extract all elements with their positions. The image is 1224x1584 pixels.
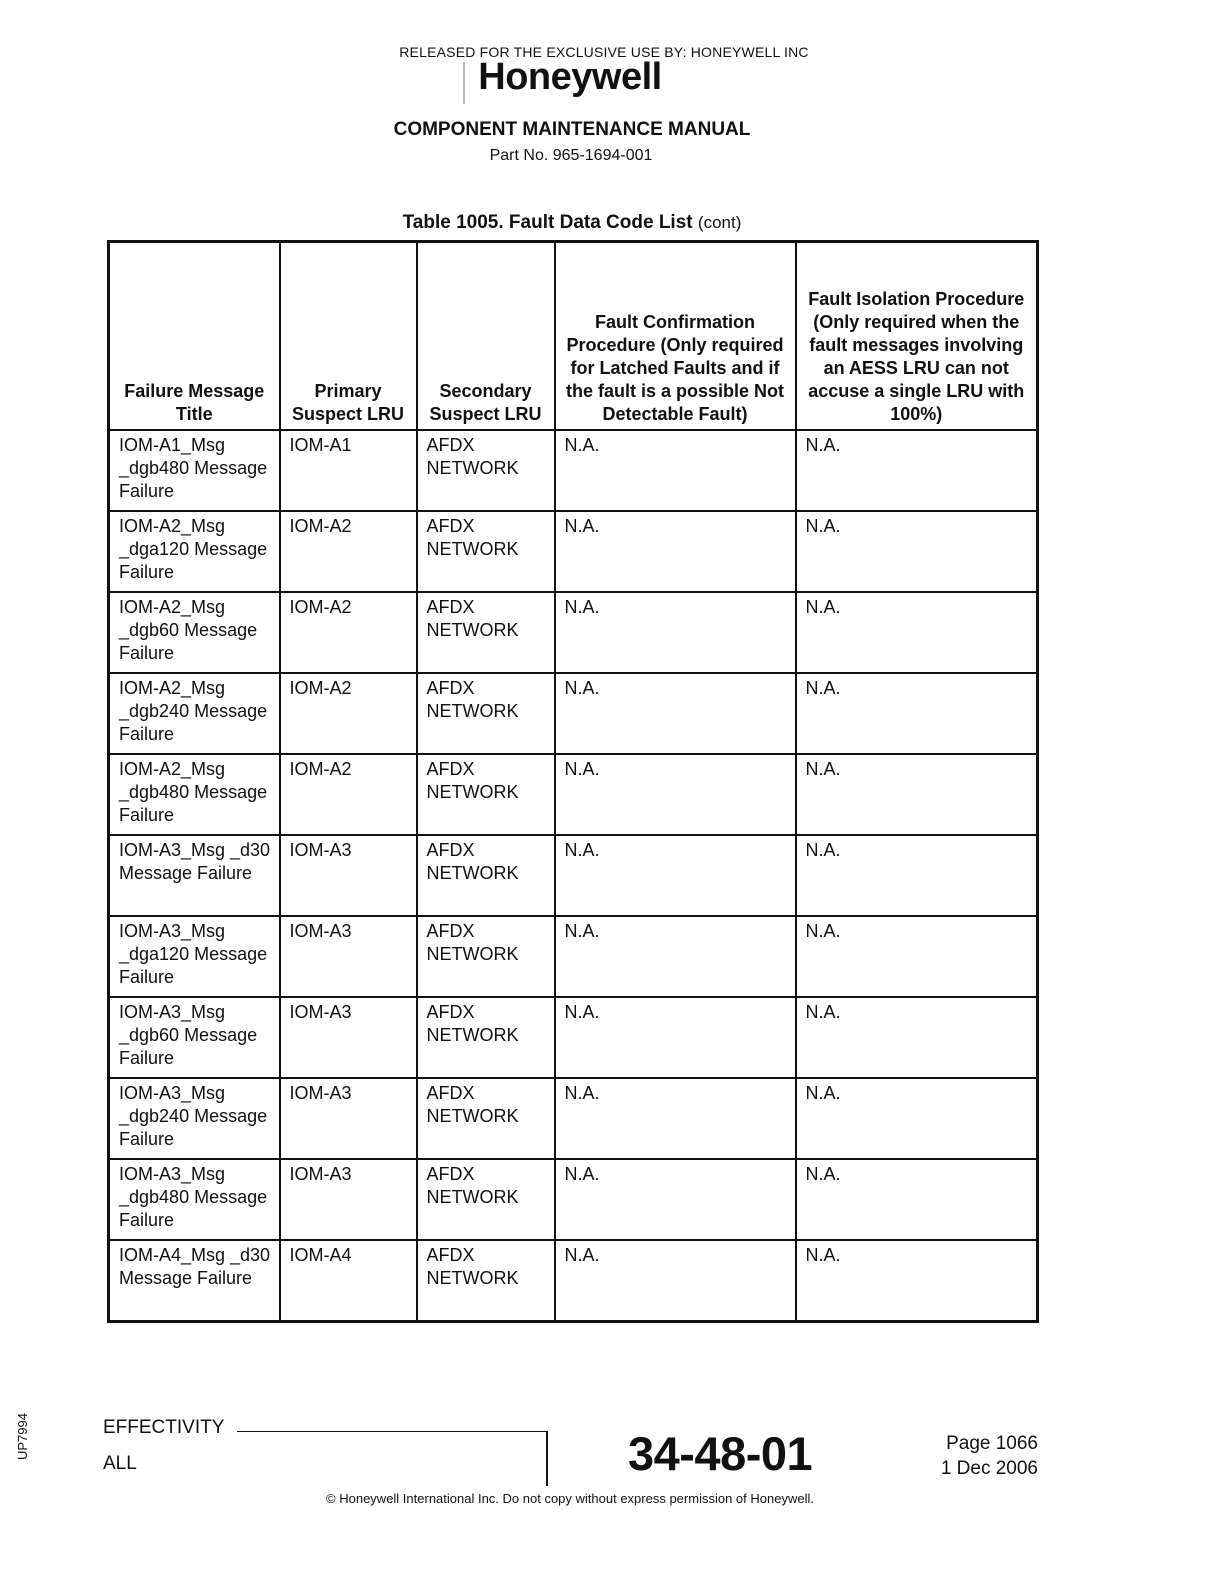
secondary-suspect-lru-cell: AFDX NETWORK: [417, 835, 555, 916]
part-number: Part No. 965-1694-001: [489, 147, 653, 164]
secondary-suspect-lru-cell: AFDX NETWORK: [417, 916, 555, 997]
table-row: [109, 511, 1038, 592]
primary-suspect-lru-cell: IOM-A3: [280, 916, 417, 997]
fault-isolation-cell: N.A.: [796, 997, 1038, 1078]
effectivity-label: EFFECTIVITY: [103, 1417, 225, 1438]
fault-confirmation-cell: N.A.: [555, 916, 796, 997]
table-row: [109, 1159, 1038, 1240]
column-header-secondary-suspect-lru: Secondary Suspect LRU: [417, 242, 555, 431]
fault-isolation-cell: N.A.: [796, 1240, 1038, 1322]
primary-suspect-lru-cell: IOM-A2: [280, 592, 417, 673]
fault-confirmation-cell: N.A.: [555, 673, 796, 754]
fault-confirmation-cell: N.A.: [555, 1240, 796, 1322]
failure-message-title-cell: IOM-A2_Msg _dgb240 Message Failure: [109, 673, 280, 754]
primary-suspect-lru-cell: IOM-A3: [280, 1159, 417, 1240]
table-row: [109, 916, 1038, 997]
side-document-code: UP7994: [15, 1413, 30, 1460]
fault-confirmation-cell: N.A.: [555, 754, 796, 835]
secondary-suspect-lru-cell: AFDX NETWORK: [417, 1240, 555, 1322]
column-header-fault-confirmation-procedure: Fault Confirmation Procedure (Only required for Latched Faults and if the fault is a possible Not Detectable Fault): [555, 242, 796, 431]
table-row: [109, 997, 1038, 1078]
fault-isolation-cell: N.A.: [796, 592, 1038, 673]
primary-suspect-lru-cell: IOM-A4: [280, 1240, 417, 1322]
fault-data-code-table: [107, 240, 1039, 1323]
primary-suspect-lru-cell: IOM-A2: [280, 673, 417, 754]
fault-isolation-cell: N.A.: [796, 835, 1038, 916]
fault-isolation-cell: N.A.: [796, 1159, 1038, 1240]
secondary-suspect-lru-cell: AFDX NETWORK: [417, 1078, 555, 1159]
failure-message-title-cell: IOM-A3_Msg _dgb240 Message Failure: [109, 1078, 280, 1159]
section-number: 34-48-01: [628, 1427, 813, 1480]
table-row: [109, 430, 1038, 511]
secondary-suspect-lru-cell: AFDX NETWORK: [417, 1159, 555, 1240]
fault-confirmation-cell: N.A.: [555, 430, 796, 511]
fault-isolation-cell: N.A.: [796, 754, 1038, 835]
table-row: [109, 754, 1038, 835]
fault-isolation-cell: N.A.: [796, 1078, 1038, 1159]
release-notice: RELEASED FOR THE EXCLUSIVE USE BY: HONEYWELL INC: [399, 44, 809, 60]
primary-suspect-lru-cell: IOM-A2: [280, 754, 417, 835]
secondary-suspect-lru-cell: AFDX NETWORK: [417, 430, 555, 511]
primary-suspect-lru-cell: IOM-A3: [280, 1078, 417, 1159]
column-header-fault-isolation-procedure: Fault Isolation Procedure (Only required when the fault messages involving an AESS LRU can not accuse a single LRU with 100%): [796, 242, 1038, 431]
table-row: [109, 835, 1038, 916]
table-caption: [0, 212, 1144, 234]
column-header-failure-message-title: Failure Message Title: [109, 242, 280, 431]
failure-message-title-cell: IOM-A4_Msg _d30 Message Failure: [109, 1240, 280, 1322]
primary-suspect-lru-cell: IOM-A3: [280, 997, 417, 1078]
primary-suspect-lru-cell: IOM-A3: [280, 835, 417, 916]
fault-confirmation-cell: N.A.: [555, 1159, 796, 1240]
column-header-primary-suspect-lru: Primary Suspect LRU: [280, 242, 417, 431]
failure-message-title-cell: IOM-A1_Msg _dgb480 Message Failure: [109, 430, 280, 511]
primary-suspect-lru-cell: IOM-A2: [280, 511, 417, 592]
failure-message-title-cell: IOM-A3_Msg _dgb60 Message Failure: [109, 997, 280, 1078]
table-row: [109, 592, 1038, 673]
failure-message-title-cell: IOM-A3_Msg _dga120 Message Failure: [109, 916, 280, 997]
secondary-suspect-lru-cell: AFDX NETWORK: [417, 592, 555, 673]
secondary-suspect-lru-cell: AFDX NETWORK: [417, 997, 555, 1078]
fault-confirmation-cell: N.A.: [555, 835, 796, 916]
table-header-row: [109, 242, 1038, 431]
effectivity-value: ALL: [103, 1453, 137, 1474]
table-row: [109, 1078, 1038, 1159]
failure-message-title-cell: IOM-A3_Msg _d30 Message Failure: [109, 835, 280, 916]
fault-isolation-cell: N.A.: [796, 673, 1038, 754]
fault-confirmation-cell: N.A.: [555, 592, 796, 673]
secondary-suspect-lru-cell: AFDX NETWORK: [417, 511, 555, 592]
copyright-notice: © Honeywell International Inc. Do not copy without express permission of Honeywell.: [326, 1491, 814, 1506]
honeywell-logo: Honeywell: [478, 56, 662, 98]
fault-isolation-cell: N.A.: [796, 511, 1038, 592]
fault-confirmation-cell: N.A.: [555, 511, 796, 592]
secondary-suspect-lru-cell: AFDX NETWORK: [417, 754, 555, 835]
table-row: [109, 673, 1038, 754]
fault-confirmation-cell: N.A.: [555, 997, 796, 1078]
revision-date: 1 Dec 2006: [940, 1458, 1038, 1479]
effectivity-rule: [237, 1431, 547, 1432]
effectivity-box-edge: [546, 1431, 548, 1486]
table-row: [109, 1240, 1038, 1322]
table-body: [109, 430, 1038, 1322]
page-info: [900, 1431, 1038, 1481]
page-number: Page 1066: [946, 1433, 1038, 1454]
manual-title: COMPONENT MAINTENANCE MANUAL: [393, 119, 751, 140]
failure-message-title-cell: IOM-A2_Msg _dga120 Message Failure: [109, 511, 280, 592]
fault-isolation-cell: N.A.: [796, 916, 1038, 997]
failure-message-title-cell: IOM-A2_Msg _dgb60 Message Failure: [109, 592, 280, 673]
failure-message-title-cell: IOM-A3_Msg _dgb480 Message Failure: [109, 1159, 280, 1240]
failure-message-title-cell: IOM-A2_Msg _dgb480 Message Failure: [109, 754, 280, 835]
table-caption-title: Table 1005. Fault Data Code List: [402, 212, 693, 233]
fault-confirmation-cell: N.A.: [555, 1078, 796, 1159]
table-caption-suffix: (cont): [697, 213, 742, 232]
secondary-suspect-lru-cell: AFDX NETWORK: [417, 673, 555, 754]
fault-isolation-cell: N.A.: [796, 430, 1038, 511]
primary-suspect-lru-cell: IOM-A1: [280, 430, 417, 511]
